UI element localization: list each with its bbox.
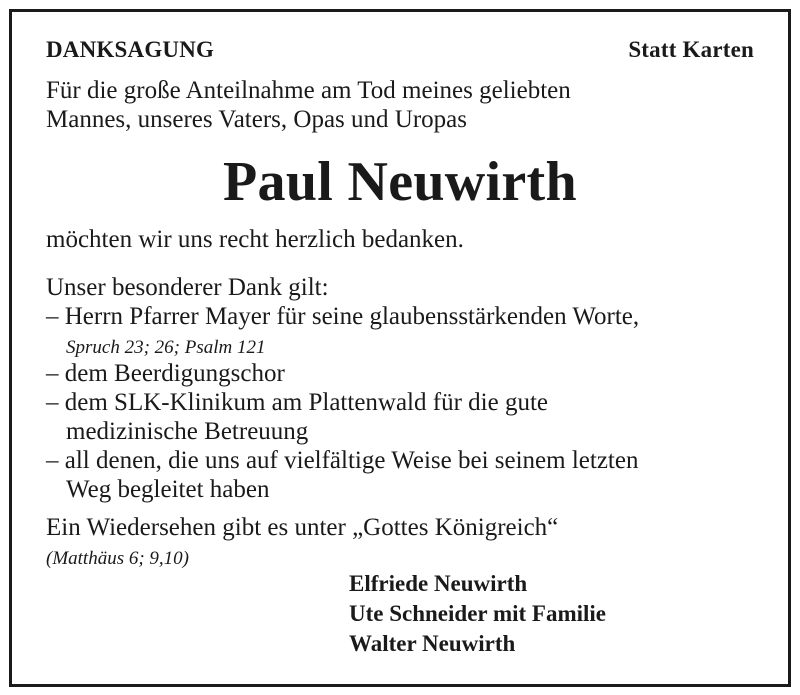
intro-line-2: Mannes, unseres Vaters, Opas und Uropas — [46, 106, 467, 133]
signer-name: Walter Neuwirth — [349, 631, 516, 656]
signer-name: Ute Schneider mit Familie — [349, 601, 606, 626]
notice-subheading: Statt Karten — [628, 37, 754, 62]
thanks-item-clinic-line-1: – dem SLK-Klinikum am Plattenwald für die gute — [46, 389, 548, 416]
thanks-item-choir: – dem Beerdigungschor — [46, 360, 285, 387]
signer-name: Elfriede Neuwirth — [349, 571, 528, 596]
thanks-item-pastor: – Herrn Pfarrer Mayer für seine glaubensstärkenden Worte, — [46, 303, 640, 330]
thanks-line: möchten wir uns recht herzlich bedanken. — [46, 226, 464, 253]
thanks-item-pastor-reference: Spruch 23; 26; Psalm 121 — [66, 337, 266, 358]
deceased-name: Paul Neuwirth — [223, 151, 577, 213]
special-thanks-heading: Unser besonderer Dank gilt: — [46, 274, 329, 301]
thanks-item-clinic-line-2: medizinische Betreuung — [66, 418, 309, 445]
intro-line-1: Für die große Anteilnahme am Tod meines geliebten — [46, 77, 571, 104]
thanks-item-all-line-1: – all denen, die uns auf vielfältige Weise bei seinem letzten — [46, 447, 639, 474]
notice-heading: DANKSAGUNG — [46, 37, 215, 62]
thanks-item-all-line-2: Weg begleitet haben — [66, 476, 270, 503]
closing-reference: (Matthäus 6; 9,10) — [46, 548, 190, 569]
closing-text: Ein Wiedersehen gibt es unter „Gottes Königreich“ — [46, 514, 559, 541]
